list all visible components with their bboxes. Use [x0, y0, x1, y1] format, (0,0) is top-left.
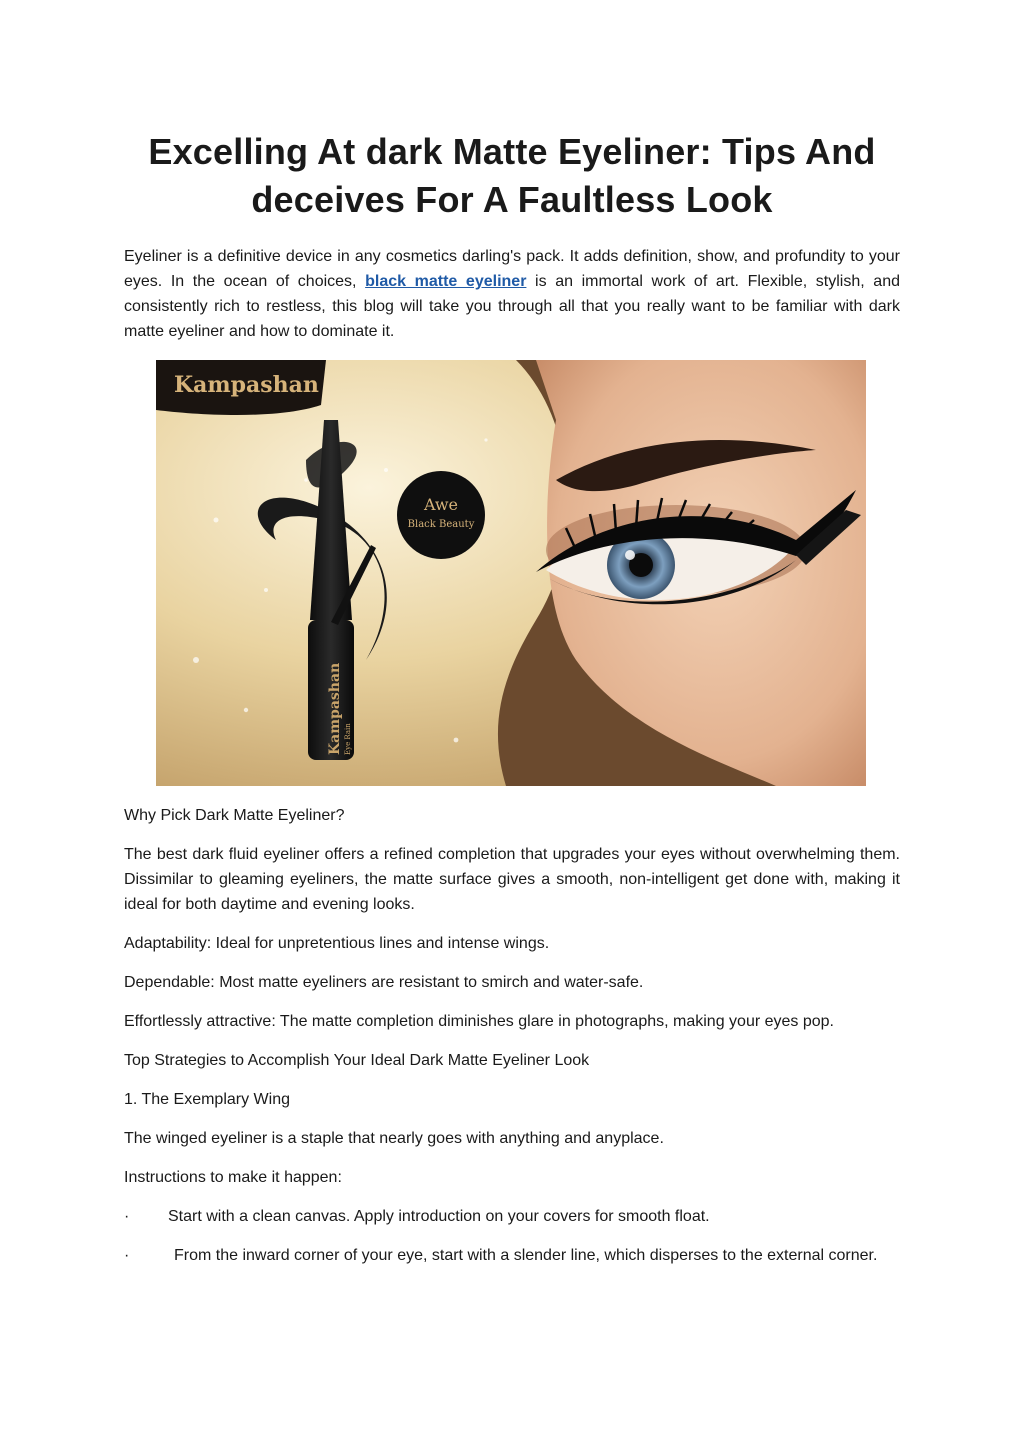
eyeliner-illustration: [156, 360, 866, 786]
page-title: [124, 128, 900, 224]
intro-text-after: is an immortal work of art. Flexible, stylish, and consistently rich to restless, this blog will take you through all that you really want to be familiar with dark matte eyeliner and how to dominate it.: [124, 273, 901, 340]
strategies-heading: Top Strategies to Accomplish Your Ideal Dark Matte Eyeliner Look: [124, 1052, 590, 1069]
bottle-sub-text: Eye Rain: [344, 723, 352, 755]
step-2-text: From the inward corner of your eye, start with a slender line, which disperses to the external corner.: [174, 1247, 878, 1264]
brand-logo-text: Kampashan: [174, 372, 319, 398]
step-2: [124, 1243, 900, 1268]
why-body: The best dark fluid eyeliner offers a refined completion that upgrades your eyes without overwhelming them. Dissimilar to gleaming eyeliners, the matte surface gives a smooth, non-intelligent get done with, making it ideal for both daytime and evening looks.: [124, 846, 900, 913]
bullet-mark: ·: [124, 1247, 130, 1264]
wing-heading: 1. The Exemplary Wing: [124, 1091, 290, 1108]
document-page: [124, 128, 900, 1268]
badge-line-1: Awe: [424, 495, 458, 514]
title-line-2: deceives For A Faultless Look: [251, 179, 773, 220]
title-line-1: Excelling At dark Matte Eyeliner: Tips And: [148, 131, 876, 172]
black-matte-eyeliner-link[interactable]: black matte eyeliner: [365, 273, 527, 290]
step-1: [124, 1204, 900, 1229]
step-1-text: Start with a clean canvas. Apply introduction on your covers for smooth float.: [168, 1208, 710, 1225]
bottle-brand-text: Kampashan: [327, 662, 343, 755]
point-adaptability: Adaptability: Ideal for unpretentious lines and intense wings.: [124, 935, 550, 952]
product-image: [156, 360, 866, 786]
instructions-heading: Instructions to make it happen:: [124, 1169, 342, 1186]
badge-line-2: Black Beauty: [407, 519, 475, 530]
point-dependable: Dependable: Most matte eyeliners are resistant to smirch and water-safe.: [124, 974, 644, 991]
intro-text-before: Eyeliner is a definitive device in any cosmetics darling's pack. It adds definition, show, and profundity to your eyes. In the ocean of choices,: [124, 248, 900, 290]
intro-paragraph: [124, 244, 900, 344]
bullet-mark: ·: [124, 1208, 130, 1225]
point-attractive: Effortlessly attractive: The matte completion diminishes glare in photographs, making your eyes pop.: [124, 1013, 834, 1030]
why-heading: Why Pick Dark Matte Eyeliner?: [124, 807, 345, 824]
wing-body: The winged eyeliner is a staple that nearly goes with anything and anyplace.: [124, 1130, 664, 1147]
